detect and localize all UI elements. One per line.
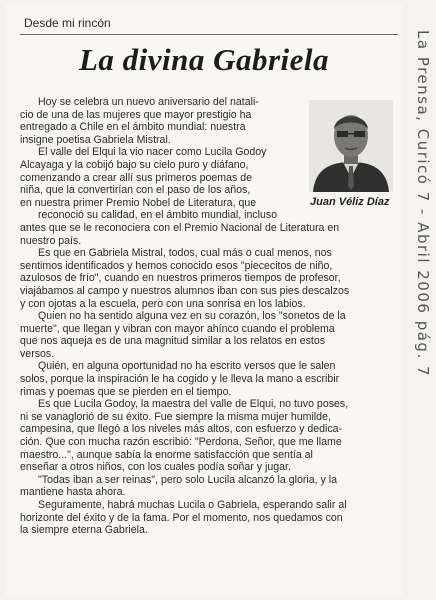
article-body <box>20 96 402 537</box>
body-line: solos, porque la inspiración le ha cogido y le lleva la mano a escribir <box>20 373 340 386</box>
body-line: la siempre eterna Gabriela. <box>20 524 148 537</box>
body-line: nuestro país. <box>20 234 82 247</box>
body-line: ción. Que con mucha razón escribió: "Perdona, Señor, que me llame <box>20 436 342 449</box>
body-line: versos. <box>20 347 55 360</box>
body-line: enseñar a otros niños, con los cuales podía soñar y jugar. <box>20 461 291 474</box>
body-line: El valle del Elqui la vio nacer como Lucila Godoy <box>38 146 267 159</box>
body-line: Quien no ha sentido alguna vez en su corazón, los "sonetos de la <box>38 310 346 323</box>
body-line: mantiene hasta ahora. <box>20 486 126 499</box>
body-line: Alcayaga y la cobijó bajo su cielo puro y diáfano, <box>20 158 249 171</box>
body-line: cio de una de las mujeres que mayor prestigio ha <box>20 108 252 121</box>
body-line: entregado a Chile en el ámbito mundial: nuestra <box>20 121 246 134</box>
body-line: horizonte del éxito y de la fama. Por el momento, nos quedamos con <box>20 511 343 524</box>
newspaper-clipping <box>6 4 402 596</box>
body-line: Quién, en alguna oportunidad no ha escrito versos que le salen <box>38 360 336 373</box>
body-line: que nos aqueja es de una magnitud similar a los relatos en estos <box>20 335 326 348</box>
body-line: reconoció su calidad, en el ámbito mundial, incluso <box>38 209 278 222</box>
article-title: La divina Gabriela <box>78 42 330 77</box>
body-line: Seguramente, habrá muchas Lucila o Gabriela, esperando salir al <box>38 499 347 511</box>
body-line: azulosos de frío", cuando en nuestros primeros tiempos de profesor, <box>20 272 341 285</box>
body-line: en nuestra primer Premio Nobel de Literatura, que <box>20 196 257 209</box>
body-line: campesina, que llegó a los niveles más altos, con esfuerzo y dedica- <box>20 423 343 436</box>
body-line: niña, que la convertirían con el paso de los años, <box>20 184 251 197</box>
body-line: rimas y poemas que se pierden en el tiempo. <box>20 385 232 398</box>
photo-caption: Juan Véliz Díaz <box>310 196 390 208</box>
body-line: Es que en Gabriela Mistral, todos, cual más o cual menos, nos <box>38 247 332 260</box>
body-line: "Todas iban a ser reinas", pero solo Lucila alcanzó la gloria, y la <box>38 473 338 486</box>
body-line: maestro...", aunque sabía la enorme satisfacción que sentía al <box>20 448 313 461</box>
body-line: comenzando a crear allí sus primeros poemas de <box>20 171 252 184</box>
body-line: Es que Lucila Godoy, la maestra del valle de Elqui, no tuvo poses, <box>38 398 349 411</box>
divider <box>20 34 398 35</box>
body-line: sentimos identificados y hemos conocido esos "piececitos de niño, <box>20 259 333 272</box>
body-line: Hoy se celebra un nuevo aniversario del natali- <box>38 96 259 108</box>
body-line: ni se vanaglorió de su éxito. Fue siempre la misma mujer humilde, <box>20 410 331 423</box>
body-line: muerte", que llegan y vibran con mayor ahínco cuando el problema <box>20 322 335 335</box>
body-line: y con ojotas a la escuela, pero con una sonrisa en los labios. <box>20 297 306 310</box>
body-line: antes que se le reconociera con el Premio Nacional de Literatura en <box>20 221 340 234</box>
body-line: viajábamos al campo y nuestros alumnos iban con sus pies descalzos <box>20 284 350 297</box>
body-line: insigne poetisa Gabriela Mistral. <box>20 133 171 146</box>
handwritten-note: La Prensa, Curicó 7 - Abril 2006 pág. 7 <box>414 30 432 378</box>
section-label: Desde mi rincón <box>24 16 111 30</box>
